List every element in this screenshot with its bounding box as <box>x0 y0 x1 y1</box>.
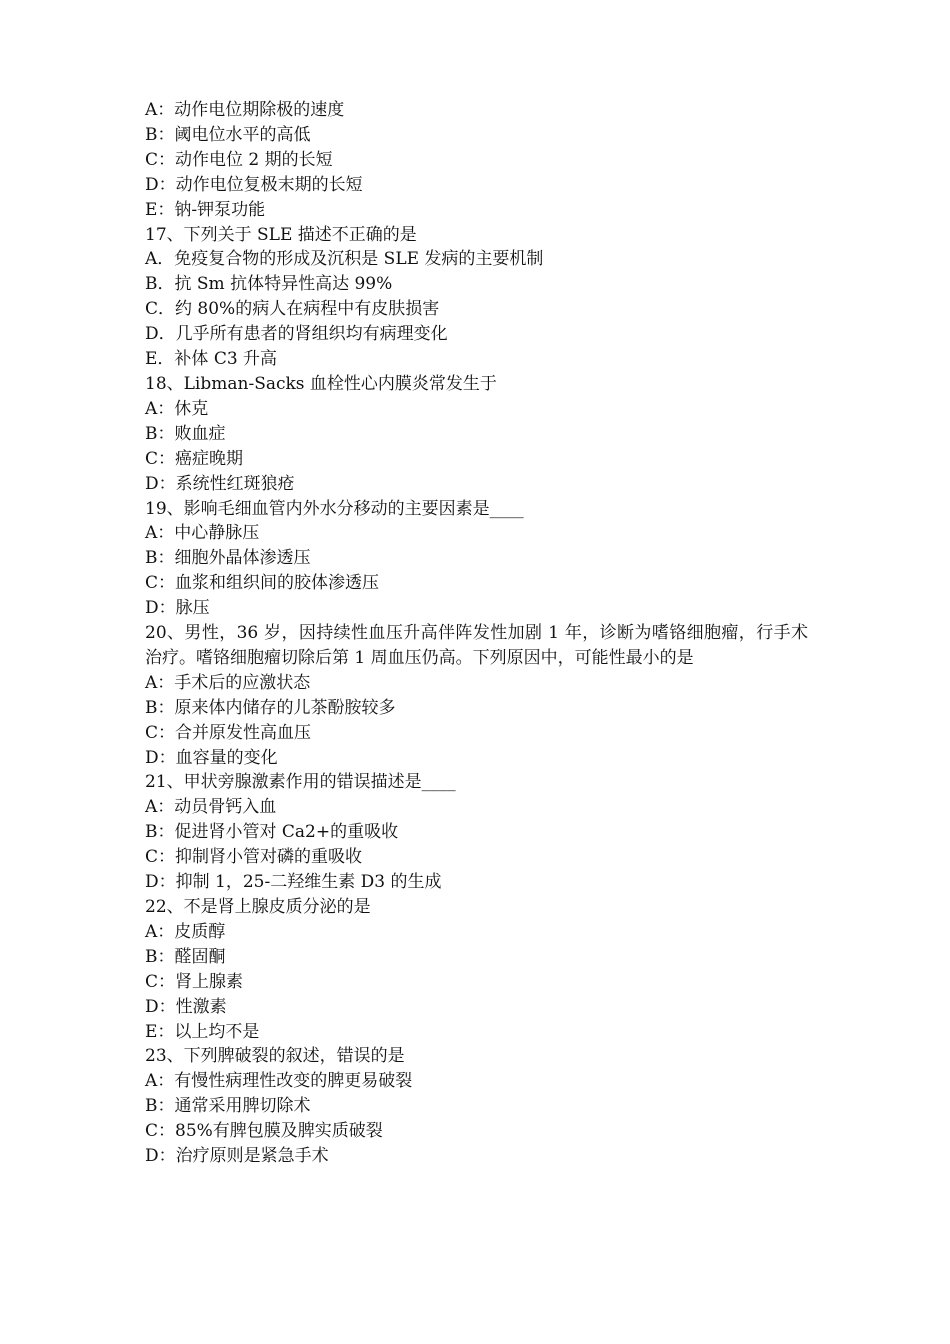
document-page <box>145 98 810 1169</box>
option-line: E：钠-钾泵功能 <box>145 199 266 220</box>
option-line: B：败血症 <box>145 423 226 444</box>
option-line: D：抑制 1，25-二羟维生素 D3 的生成 <box>145 872 442 893</box>
option-line: C：动作电位 2 期的长短 <box>145 149 333 170</box>
option-line: C：合并原发性高血压 <box>145 722 312 743</box>
option-line: B．抗 Sm 抗体特异性高达 99% <box>145 274 393 295</box>
option-line: B：细胞外晶体渗透压 <box>145 548 311 569</box>
option-line: D：治疗原则是紧急手术 <box>145 1146 329 1167</box>
option-line: B：醛固酮 <box>145 946 226 967</box>
option-line: B：阈电位水平的高低 <box>145 124 311 145</box>
option-line: C：抑制肾小管对磷的重吸收 <box>145 847 363 868</box>
option-line: C：癌症晚期 <box>145 448 244 469</box>
option-line: E：以上均不是 <box>145 1021 260 1042</box>
option-line: C：85%有脾包膜及脾实质破裂 <box>145 1121 383 1142</box>
option-line: B：通常采用脾切除术 <box>145 1096 311 1117</box>
question-23: 23、下列脾破裂的叙述，错误的是 <box>145 1046 405 1067</box>
option-line: A：有慢性病理性改变的脾更易破裂 <box>145 1071 413 1092</box>
option-line: D：系统性红斑狼疮 <box>145 473 295 494</box>
question-22: 22、不是肾上腺皮质分泌的是 <box>145 897 371 917</box>
option-line: C：肾上腺素 <box>145 971 244 992</box>
question-17: 17、下列关于 SLE 描述不正确的是 <box>145 224 417 245</box>
question-21: 21、甲状旁腺激素作用的错误描述是____ <box>145 772 456 793</box>
question-20: 20、男性，36 岁，因持续性血压升高伴阵发性加剧 1 年，诊断为嗜铬细胞瘤，行手术治疗。嗜铬细胞瘤切除后第 1 周血压仍高。下列原因中，可能性最小的是 <box>145 623 808 668</box>
option-line: C：血浆和组织间的胶体渗透压 <box>145 573 380 594</box>
option-line: A：动员骨钙入血 <box>145 797 277 818</box>
option-line: B：原来体内储存的儿茶酚胺较多 <box>145 697 396 718</box>
question-18: 18、Libman-Sacks 血栓性心内膜炎常发生于 <box>145 373 497 394</box>
option-line: C．约 80%的病人在病程中有皮肤损害 <box>145 299 440 320</box>
option-line: A：动作电位期除极的速度 <box>145 100 345 120</box>
option-line: A．免疫复合物的形成及沉积是 SLE 发病的主要机制 <box>145 249 544 270</box>
option-line: A：中心静脉压 <box>145 523 260 544</box>
question-19: 19、影响毛细血管内外水分移动的主要因素是____ <box>145 498 524 519</box>
option-line: D：性激素 <box>145 996 227 1017</box>
option-line: D：脉压 <box>145 598 210 619</box>
option-line: B：促进肾小管对 Ca2+的重吸收 <box>145 822 399 843</box>
option-line: D．几乎所有患者的肾组织均有病理变化 <box>145 324 448 345</box>
option-line: A：手术后的应激状态 <box>145 672 311 693</box>
option-line: A：皮质醇 <box>145 921 226 942</box>
option-line: E．补体 C3 升高 <box>145 349 278 370</box>
option-line: D：血容量的变化 <box>145 747 278 768</box>
option-line: A：休克 <box>145 398 209 419</box>
option-line: D：动作电位复极末期的长短 <box>145 174 363 195</box>
